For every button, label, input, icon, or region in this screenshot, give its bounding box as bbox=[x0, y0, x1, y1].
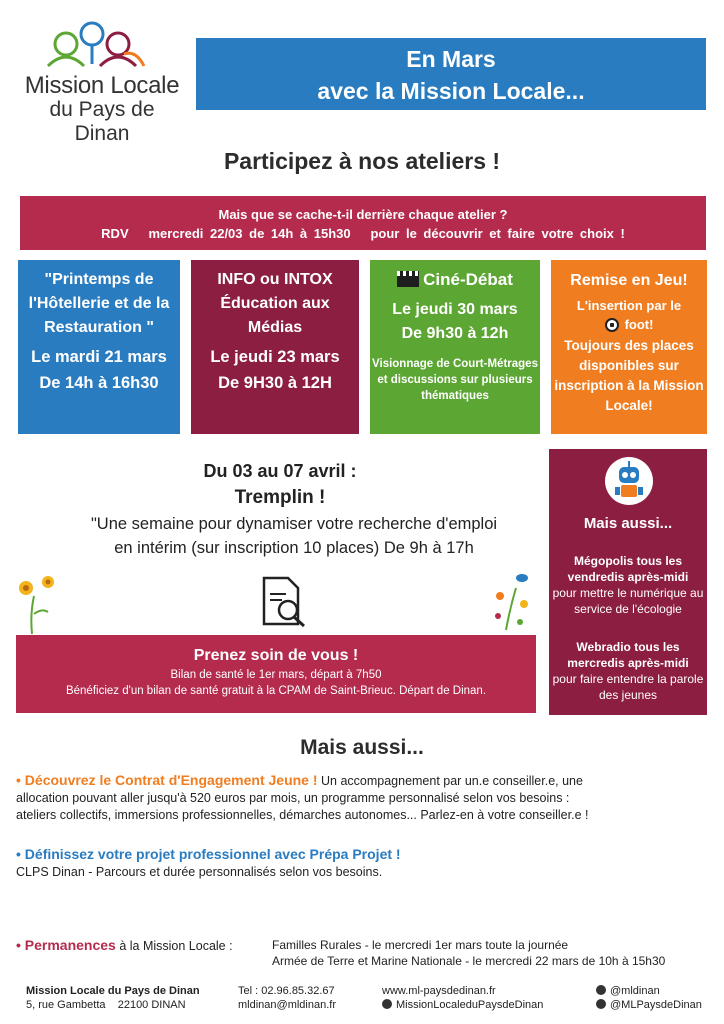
football-icon bbox=[605, 318, 619, 332]
side-p2-rest: pour faire entendre la parole des jeunes bbox=[552, 672, 704, 702]
side-mais-aussi bbox=[549, 449, 707, 715]
heading-mais-aussi: Mais aussi... bbox=[300, 736, 424, 759]
perm-r2: Armée de Terre et Marine Nationale - le mercredi 22 mars de 10h à 15h30 bbox=[272, 954, 666, 968]
atelier-date: Le jeudi 23 mars bbox=[210, 348, 340, 366]
rdv-bar bbox=[20, 196, 706, 250]
atelier-info-intox bbox=[191, 260, 359, 434]
cej-title: • Découvrez le Contrat d'Engagement Jeune ! bbox=[16, 772, 318, 788]
footer-tel: Tel : 02.96.85.32.67 bbox=[238, 985, 335, 997]
atelier-date: Le jeudi 30 mars bbox=[392, 301, 518, 318]
banner bbox=[196, 38, 706, 110]
cej-text2: allocation pouvant aller jusqu'à 520 euros par mois, un programme personnalisé selon vos besoins : bbox=[16, 791, 570, 805]
atelier-title: Remise en Jeu! bbox=[570, 272, 688, 289]
robot-icon bbox=[605, 457, 653, 505]
soin-line2: Bénéficiez d'un bilan de santé gratuit à la CPAM de Saint-Brieuc. Départ de Dinan. bbox=[65, 685, 487, 697]
cej-text3: ateliers collectifs, immersions professionnelles, démarches autonomes... Parlez-en à votre conseiller.e ! bbox=[16, 808, 589, 822]
footer-social bbox=[596, 984, 702, 1012]
people-logo-icon bbox=[20, 14, 180, 76]
prenez-soin-section bbox=[16, 635, 536, 713]
perm-title: • Permanences bbox=[16, 937, 116, 953]
footer-address: 5, rue Gambetta 22100 DINAN bbox=[26, 999, 186, 1011]
atelier-title: "Printemps de l'Hôtellerie et de la Restauration " bbox=[28, 271, 170, 336]
rdv-line2: RDV mercredi 22/03 de 14h à 15h30 pour le découvrir et faire votre choix ! bbox=[101, 226, 625, 241]
birds-flowers-icon bbox=[486, 568, 536, 634]
side-p1-bold: Mégopolis tous les vendredis après-midi bbox=[567, 554, 689, 584]
logo-line1: Mission Locale bbox=[24, 72, 180, 99]
atelier-time: De 9h30 à 12h bbox=[401, 325, 509, 342]
atelier-time: De 9H30 à 12H bbox=[218, 374, 332, 392]
atelier-desc: Toujours des places disponibles sur inscription à la Mission Locale! bbox=[554, 338, 704, 413]
atelier-title: INFO ou INTOX Éducation aux Médias bbox=[217, 271, 333, 336]
atelier-desc: Visionnage de Court-Métrages et discussions sur plusieurs thématiques bbox=[372, 358, 538, 402]
logo bbox=[20, 14, 180, 145]
side-p2-bold: Webradio tous les mercredis après-midi bbox=[567, 640, 689, 670]
atelier-remise-en-jeu bbox=[551, 260, 707, 434]
soin-title: Prenez soin de vous ! bbox=[193, 647, 359, 664]
banner-line1: En Mars bbox=[406, 46, 496, 72]
cej-text1: Un accompagnement par un.e conseiller.e, une bbox=[317, 774, 583, 788]
atelier-sub1: L'insertion par le bbox=[576, 298, 682, 313]
atelier-time: De 14h à 16h30 bbox=[39, 374, 159, 392]
soin-line1: Bilan de santé le 1er mars, départ à 7h50 bbox=[170, 669, 382, 681]
footer-mail[interactable]: mldinan@mldinan.fr bbox=[238, 999, 336, 1011]
tremplin-desc2: en intérim (sur inscription 10 places) De 9h à 17h bbox=[114, 539, 474, 557]
footer-web bbox=[382, 984, 543, 1012]
banner-line2: avec la Mission Locale... bbox=[317, 78, 585, 104]
instagram-icon bbox=[596, 985, 606, 995]
footer-org-name: Mission Locale du Pays de Dinan bbox=[26, 985, 200, 997]
footer-contact bbox=[238, 984, 336, 1012]
footer-website[interactable]: www.ml-paysdedinan.fr bbox=[382, 985, 496, 997]
rdv-line1: Mais que se cache-t-il derrière chaque atelier ? bbox=[218, 207, 508, 222]
tremplin-section bbox=[0, 458, 560, 560]
twitter-icon bbox=[596, 999, 606, 1009]
flower-icon bbox=[12, 574, 58, 634]
logo-line2: du Pays de Dinan bbox=[49, 98, 155, 145]
atelier-title: Ciné-Débat bbox=[423, 270, 513, 289]
clapperboard-icon bbox=[397, 271, 419, 287]
tremplin-desc1: "Une semaine pour dynamiser votre recherche d'emploi bbox=[90, 515, 498, 533]
footer-twitter[interactable]: @MLPaysdeDinan bbox=[610, 999, 702, 1011]
facebook-icon bbox=[382, 999, 392, 1009]
bullet-prepa bbox=[16, 846, 716, 881]
side-p1-rest: pour mettre le numérique au service de l'écologie bbox=[552, 586, 704, 616]
heading-ateliers: Participez à nos ateliers ! bbox=[223, 148, 501, 174]
prepa-text: CLPS Dinan - Parcours et durée personnalisés selon vos besoins. bbox=[16, 865, 383, 879]
footer-facebook[interactable]: MissionLocaleduPaysdeDinan bbox=[396, 999, 544, 1011]
footer-instagram[interactable]: @mldinan bbox=[610, 985, 660, 997]
atelier-hotellerie bbox=[18, 260, 180, 434]
atelier-date: Le mardi 21 mars bbox=[31, 348, 167, 366]
side-title: Mais aussi... bbox=[583, 515, 673, 532]
atelier-cine-debat bbox=[370, 260, 540, 434]
perm-r1: Familles Rurales - le mercredi 1er mars toute la journée bbox=[272, 938, 569, 952]
prepa-title: • Définissez votre projet professionnel avec Prépa Projet ! bbox=[16, 846, 401, 862]
bullet-cej bbox=[16, 772, 716, 824]
perm-text: à la Mission Locale : bbox=[115, 939, 233, 953]
tremplin-title: Tremplin ! bbox=[234, 487, 326, 508]
atelier-sub2: foot! bbox=[624, 317, 654, 332]
tremplin-dates: Du 03 au 07 avril : bbox=[203, 461, 357, 481]
document-search-icon bbox=[256, 574, 310, 630]
bullet-permanences bbox=[16, 937, 716, 968]
footer-org bbox=[26, 984, 200, 1012]
